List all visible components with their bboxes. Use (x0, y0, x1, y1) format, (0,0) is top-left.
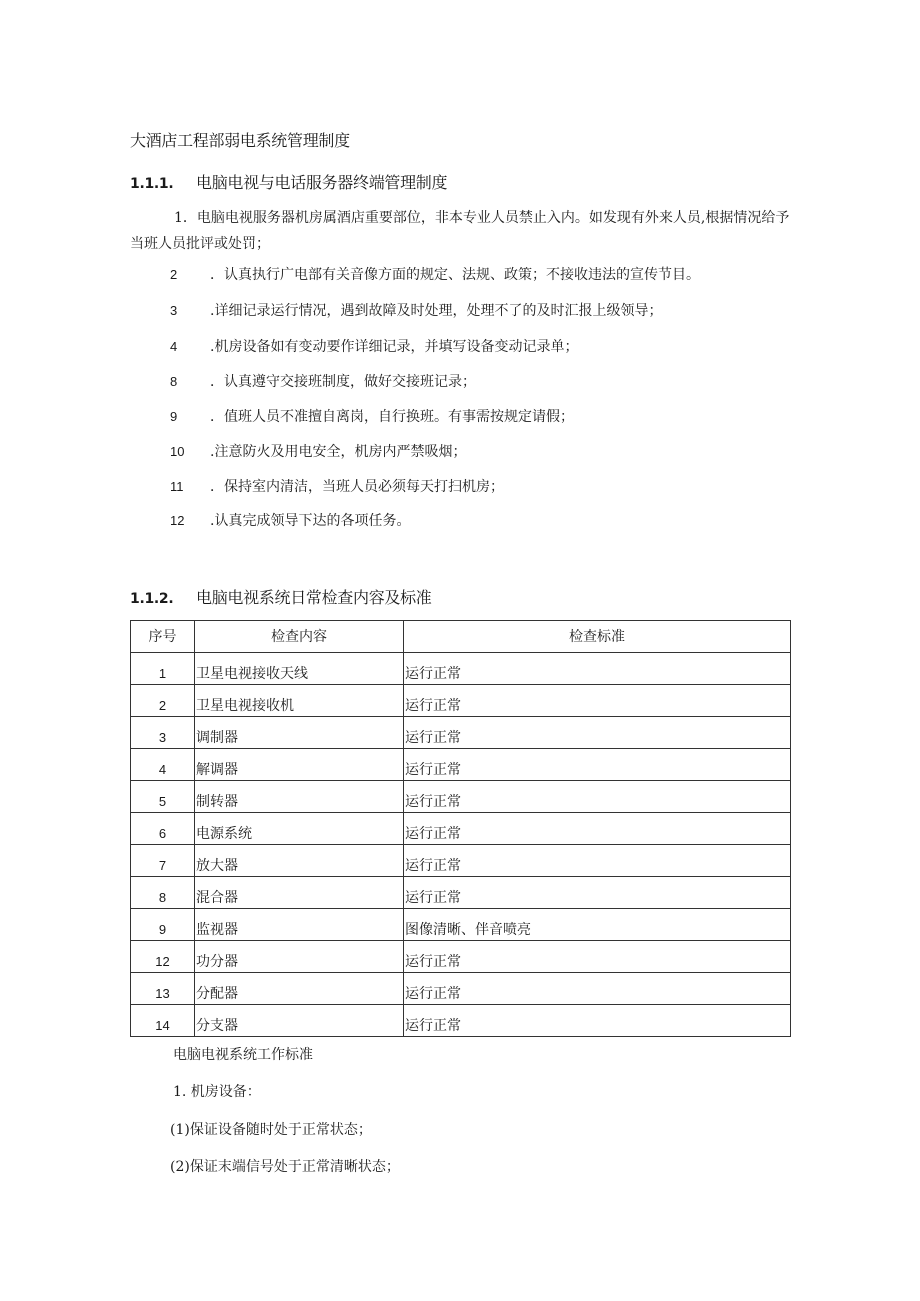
rule-text: .详细记录运行情况，遇到故障及时处理，处理不了的及时汇报上级领导； (210, 303, 663, 319)
cell-item: 电源系统 (195, 813, 404, 845)
rule-item (130, 301, 790, 321)
rule-number: 11 (170, 479, 184, 494)
section-2-heading-text: 电脑电视系统日常检查内容及标准 (196, 588, 432, 607)
table-row (131, 749, 791, 781)
cell-seq: 14 (131, 1005, 195, 1037)
table-row (131, 685, 791, 717)
cell-item: 制转器 (195, 781, 404, 813)
table-row (131, 973, 791, 1005)
table-body (131, 653, 791, 1037)
rule-text: ．值班人员不准擅自离岗，自行换班。有事需按规定请假； (210, 409, 574, 425)
cell-seq: 2 (131, 685, 195, 717)
table-row (131, 877, 791, 909)
cell-seq: 5 (131, 781, 195, 813)
section-1-heading (130, 170, 447, 193)
section-1-number: 1.1.1. (130, 176, 174, 192)
cell-item: 混合器 (195, 877, 404, 909)
rule-number: 4 (170, 339, 178, 354)
rule-item (130, 372, 790, 392)
cell-standard: 运行正常 (404, 685, 791, 717)
rule-text: ．认真遵守交接班制度，做好交接班记录； (210, 374, 476, 390)
cell-item: 调制器 (195, 717, 404, 749)
rule-text: .机房设备如有变动要作详细记录，并填写设备变动记录单； (210, 339, 579, 355)
cell-seq: 9 (131, 909, 195, 941)
table-header-row (131, 621, 791, 653)
section-3-line-3: (2)保证末端信号处于正常清晰状态； (170, 1159, 400, 1175)
cell-item: 解调器 (195, 749, 404, 781)
section-1-heading-text: 电脑电视与电话服务器终端管理制度 (196, 173, 448, 192)
cell-standard: 运行正常 (404, 1005, 791, 1037)
header-standard: 检查标准 (404, 621, 791, 653)
document-title: 大酒店工程部弱电系统管理制度 (130, 131, 350, 150)
cell-standard: 运行正常 (404, 749, 791, 781)
rule-item (130, 407, 790, 427)
rule-number: 12 (170, 513, 185, 528)
table-row (131, 781, 791, 813)
section-1-intro (130, 205, 790, 257)
table-row (131, 813, 791, 845)
cell-seq: 13 (131, 973, 195, 1005)
cell-standard: 运行正常 (404, 845, 791, 877)
cell-standard: 运行正常 (404, 717, 791, 749)
cell-item: 放大器 (195, 845, 404, 877)
cell-standard: 运行正常 (404, 653, 791, 685)
cell-item: 监视器 (195, 909, 404, 941)
table-row (131, 909, 791, 941)
rule-number: 3 (170, 303, 178, 318)
section-3-line-1: 1. 机房设备： (173, 1084, 261, 1100)
cell-item: 分支器 (195, 1005, 404, 1037)
cell-seq: 3 (131, 717, 195, 749)
rule-item (130, 337, 790, 357)
check-table (130, 620, 791, 1037)
header-item: 检查内容 (195, 621, 404, 653)
rule-item (130, 442, 790, 462)
cell-item: 卫星电视接收机 (195, 685, 404, 717)
cell-standard: 运行正常 (404, 813, 791, 845)
rule-number: 10 (170, 444, 185, 459)
cell-item: 卫星电视接收天线 (195, 653, 404, 685)
rule-text: .认真完成领导下达的各项任务。 (210, 513, 411, 529)
cell-item: 功分器 (195, 941, 404, 973)
rule-text: ．保持室内清洁，当班人员必须每天打扫机房； (210, 479, 504, 495)
rule-item (130, 477, 790, 497)
cell-standard: 运行正常 (404, 973, 791, 1005)
rule-number: 8 (170, 374, 178, 389)
cell-standard: 运行正常 (404, 781, 791, 813)
rule-number: 2 (170, 267, 178, 282)
table-row (131, 941, 791, 973)
rule-text: .注意防火及用电安全，机房内严禁吸烟； (210, 444, 467, 460)
section-2-heading (130, 585, 432, 608)
cell-standard: 运行正常 (404, 941, 791, 973)
table-row (131, 653, 791, 685)
rule-number: 9 (170, 409, 178, 424)
table-row (131, 1005, 791, 1037)
section-3-line-2: (1)保证设备随时处于正常状态； (170, 1122, 372, 1138)
cell-standard: 运行正常 (404, 877, 791, 909)
table-row (131, 717, 791, 749)
header-seq: 序号 (131, 621, 195, 653)
rule-item (130, 265, 790, 285)
cell-seq: 1 (131, 653, 195, 685)
section-2-number: 1.1.2. (130, 591, 174, 607)
cell-seq: 7 (131, 845, 195, 877)
rule-text: ．认真执行广电部有关音像方面的规定、法规、政策；不接收违法的宣传节目。 (210, 267, 700, 283)
cell-seq: 8 (131, 877, 195, 909)
cell-seq: 12 (131, 941, 195, 973)
cell-seq: 6 (131, 813, 195, 845)
section-3-heading: 电脑电视系统工作标准 (173, 1047, 313, 1063)
cell-item: 分配器 (195, 973, 404, 1005)
rule-item (130, 511, 790, 531)
cell-seq: 4 (131, 749, 195, 781)
cell-standard: 图像清晰、伴音喷亮 (404, 909, 791, 941)
table-row (131, 845, 791, 877)
section-1-intro-text: 1．电脑电视服务器机房属酒店重要部位，非本专业人员禁止入内。如发现有外来人员,根据情况给予当班人员批评或处罚； (130, 210, 790, 252)
